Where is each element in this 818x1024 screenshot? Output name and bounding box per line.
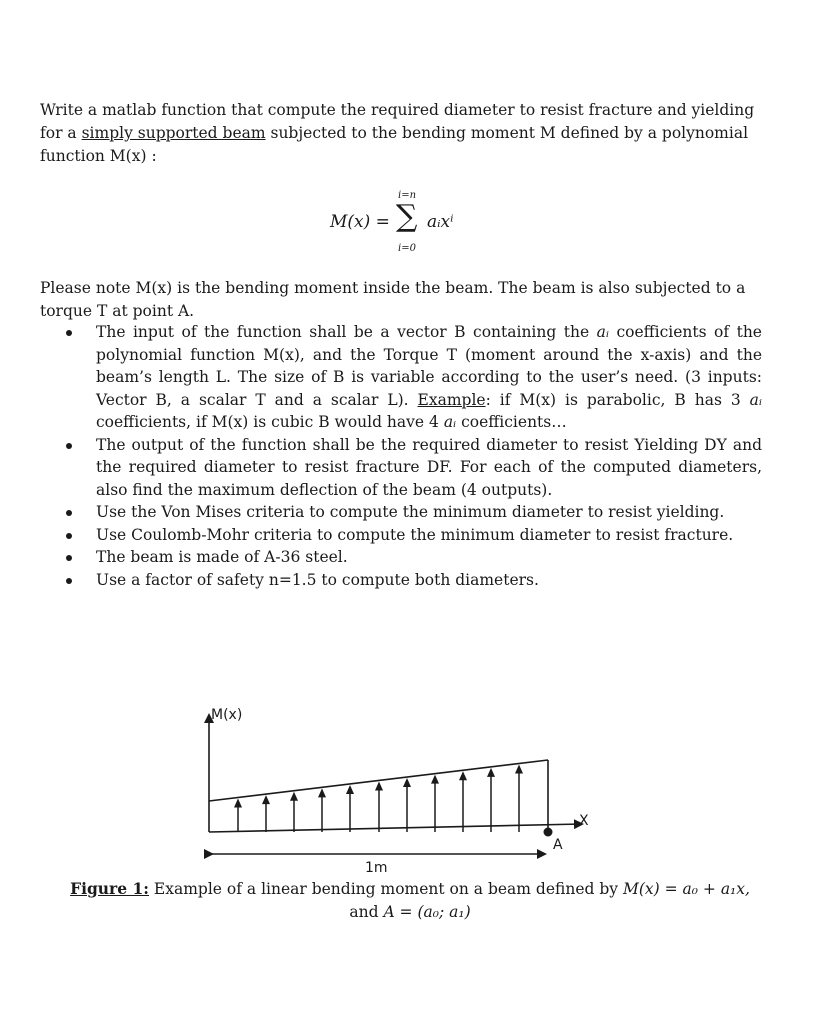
list-text: The input of the function shall be a vector B containing the: [96, 323, 597, 341]
caption-vector: A = (a₀; a₁): [383, 903, 471, 921]
load-arrow-head: [318, 788, 326, 797]
load-arrow-head: [234, 798, 242, 807]
summation-symbol: ∑: [396, 199, 418, 234]
point-a-marker: [544, 828, 553, 837]
list-text: : if M(x) is parabolic, B has 3: [485, 390, 750, 409]
load-arrow-head: [515, 765, 523, 774]
summation-term: aᵢxⁱ: [427, 212, 454, 232]
list-text: coefficients of the polynomial function M(x), and the Torque T (moment around the x-axis) and the beam’s length L. The size of B is variable according to the user’s need. (3 inputs: Vector B, a scalar T and a scalar L).: [96, 323, 762, 409]
example-label: Example: [417, 390, 486, 409]
caption-text: Example of a linear bending moment on a beam defined by: [149, 880, 623, 898]
x-axis-label: X: [579, 813, 589, 829]
figure-caption: [40, 877, 780, 924]
load-arrow-head: [262, 795, 270, 804]
caption-text-2: and: [349, 903, 384, 921]
coefficient-symbol: aᵢ: [749, 390, 762, 409]
sum-lower-limit: i=0: [398, 243, 416, 254]
list-item-outputs: The output of the function shall be the required diameter to resist Yielding DY and the required diameter to resist fracture DF. For each of the computed diameters, also find the maximum deflection of the beam (4 outputs).: [40, 434, 762, 502]
intro-text-1: Write a matlab function that compute the required diameter to resist fracture and yielding for a: [40, 101, 755, 142]
note-paragraph: Please note M(x) is the bending moment inside the beam. The beam is also subjected to a torque T at point A.: [40, 279, 746, 320]
list-text: coefficients…: [456, 413, 567, 431]
moment-equation: [330, 190, 510, 260]
intro-paragraph: [40, 99, 780, 168]
caption-line-1: [40, 877, 780, 901]
caption-label: Figure 1:: [70, 879, 149, 898]
load-arrows: [234, 765, 523, 832]
beam-diagram: [190, 695, 610, 880]
load-arrow-head: [487, 768, 495, 777]
sum-upper-limit: i=n: [398, 190, 417, 201]
intro-text-2: subjected to the bending moment M defined by a polynomial function M(x) :: [40, 124, 749, 165]
y-axis-label: M(x): [211, 707, 243, 723]
caption-formula: M(x) = a₀ + a₁x,: [622, 880, 750, 898]
load-arrow-head: [290, 792, 298, 801]
list-item-material: The beam is made of A-36 steel.: [40, 546, 762, 569]
list-item-safety-factor: Use a factor of safety n=1.5 to compute both diameters.: [40, 569, 762, 592]
requirements-list: [40, 321, 762, 591]
list-item-inputs: [40, 321, 762, 434]
list-text: coefficients, if M(x) is cubic B would have 4: [96, 413, 444, 431]
load-arrow-head: [431, 775, 439, 784]
beam-baseline: [209, 824, 582, 832]
point-a-label: A: [553, 837, 563, 853]
load-arrow-head: [403, 778, 411, 787]
coefficient-symbol: aᵢ: [443, 413, 457, 431]
list-item-coulomb-mohr: Use Coulomb-Mohr criteria to compute the minimum diameter to resist fracture.: [40, 524, 762, 547]
load-arrow-head: [459, 771, 467, 780]
length-label: 1m: [365, 860, 388, 876]
coefficient-symbol: aᵢ: [596, 323, 609, 341]
list-item-von-mises: Use the Von Mises criteria to compute the minimum diameter to resist yielding.: [40, 501, 762, 524]
equation-lhs: M(x) =: [330, 212, 390, 232]
beam-moment-figure: [190, 695, 610, 880]
caption-line-2: [40, 901, 780, 924]
load-arrow-head: [346, 785, 354, 794]
load-arrow-head: [375, 781, 383, 790]
simply-supported-beam-term: simply supported beam: [81, 124, 266, 142]
